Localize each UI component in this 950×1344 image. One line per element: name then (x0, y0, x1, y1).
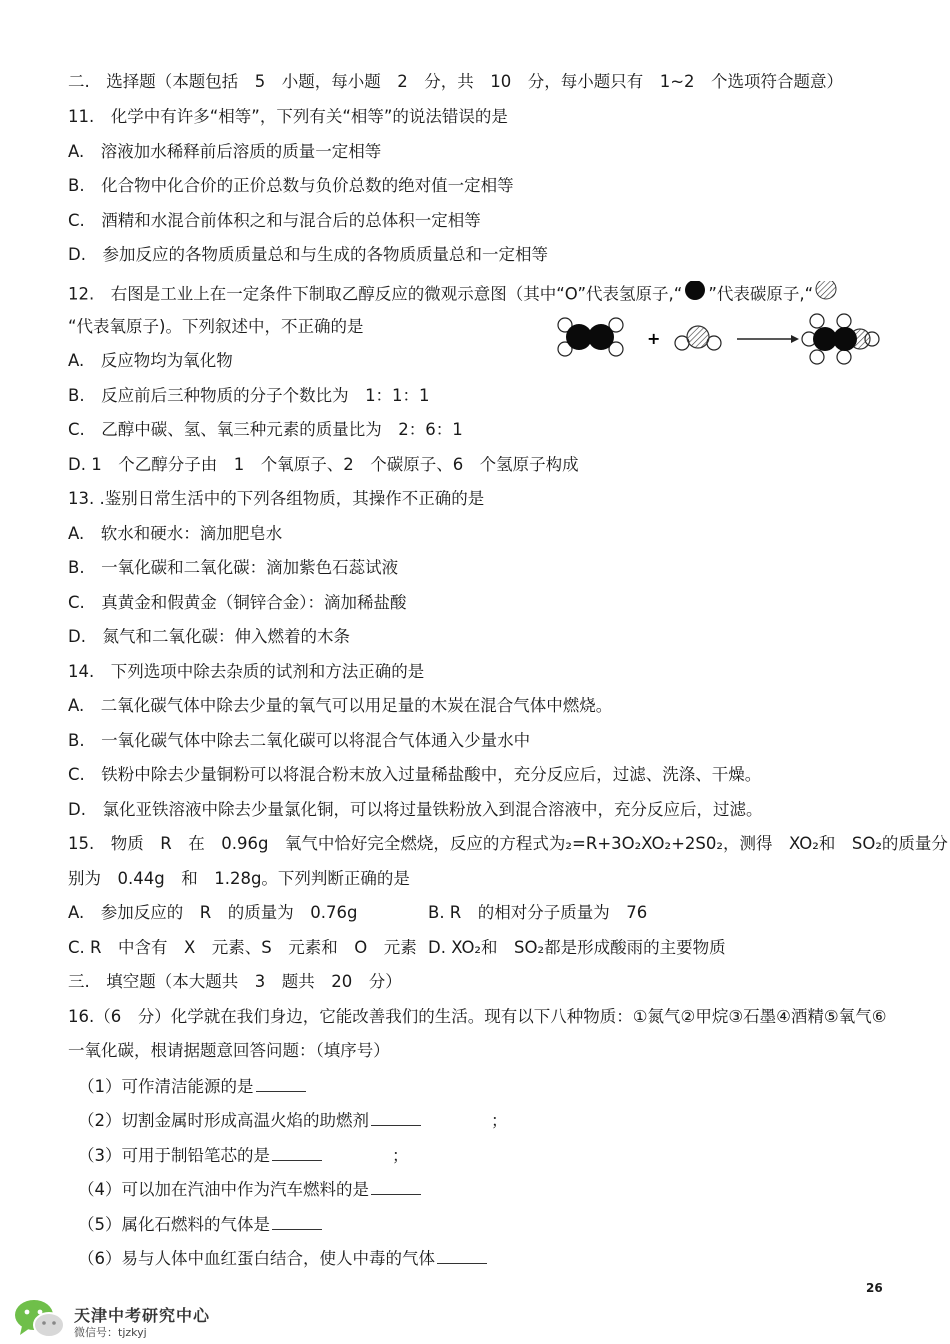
q14-option-d: D. 氯化亚铁溶液中除去少量氯化铜，可以将过量铁粉放入到混合溶液中，充分反应后，过滤。 (68, 800, 763, 819)
reaction-diagram (555, 312, 885, 372)
q15-stem-line2: 别为 0.44g 和 1.28g。下列判断正确的是 (68, 869, 410, 888)
q16-stem-line2: 一氧化碳，根请据题意回答问题：（填序号） (68, 1041, 390, 1060)
q16-item-1 (78, 1075, 306, 1098)
answer-blank-4[interactable] (371, 1178, 421, 1195)
q12-stem (68, 281, 839, 309)
semicolon: ； (491, 1111, 508, 1130)
q11-option-a: A. 溶液加水稀释前后溶质的质量一定相等 (68, 142, 382, 161)
oxygen-atom-icon (813, 281, 839, 309)
q15-option-a: A. 参加反应的 R 的质量为 0.76g (68, 903, 358, 922)
q14-option-a: A. 二氧化碳气体中除去少量的氧气可以用足量的木炭在混合气体中燃烧。 (68, 696, 613, 715)
q16-item-1-text: （1）可作清洁能源的是 (78, 1077, 254, 1096)
q13-option-b: B. 一氧化碳和二氧化碳：滴加紫色石蕊试液 (68, 558, 399, 577)
page-number: 26 (866, 1281, 883, 1295)
q16-item-5-text: （5）属化石燃料的气体是 (78, 1215, 270, 1234)
q16-item-4-text: （4）可以加在汽油中作为汽车燃料的是 (78, 1180, 369, 1199)
q16-item-5 (78, 1213, 322, 1236)
q13-option-d: D. 氮气和二氧化碳：伸入燃着的木条 (68, 627, 350, 646)
answer-blank-2[interactable] (371, 1109, 421, 1126)
q11-option-b: B. 化合物中化合价的正价总数与负价总数的绝对值一定相等 (68, 176, 514, 195)
q12-option-b: B. 反应前后三种物质的分子个数比为 1：1：1 (68, 386, 430, 405)
wechat-logo-icon (14, 1298, 66, 1340)
footer-subtitle: 微信号：tjzkyj (74, 1326, 147, 1339)
q12-option-d: D. 1 个乙醇分子由 1 个氧原子、2 个碳原子、6 个氢原子构成 (68, 455, 579, 474)
q13-stem: 13. .鉴别日常生活中的下列各组物质，其操作不正确的是 (68, 489, 485, 508)
q13-option-c: C. 真黄金和假黄金（铜锌合金）：滴加稀盐酸 (68, 593, 407, 612)
answer-blank-6[interactable] (437, 1247, 487, 1264)
section3-heading: 三. 填空题（本大题共 3 题共 20 分） (68, 972, 402, 991)
q12-stem-part2: ”代表碳原子,“ (708, 284, 814, 304)
q11-option-d: D. 参加反应的各物质质量总和与生成的各物质质量总和一定相等 (68, 245, 548, 264)
q14-stem: 14. 下列选项中除去杂质的试剂和方法正确的是 (68, 662, 425, 681)
q11-option-c: C. 酒精和水混合前体积之和与混合后的总体积一定相等 (68, 211, 481, 230)
q16-stem-line1: 16.（6 分）化学就在我们身边，它能改善我们的生活。现有以下八种物质：①氮气②甲烷③石墨④酒精⑤氧气⑥ (68, 1007, 887, 1026)
q13-option-a: A. 软水和硬水：滴加肥皂水 (68, 524, 283, 543)
carbon-atom-icon (682, 281, 708, 309)
q14-option-b: B. 一氧化碳气体中除去二氧化碳可以将混合气体通入少量水中 (68, 731, 531, 750)
q16-item-2 (78, 1109, 508, 1132)
footer-title: 天津中考研究中心 (74, 1306, 211, 1325)
q14-option-c: C. 铁粉中除去少量铜粉可以将混合粉末放入过量稀盐酸中，充分反应后，过滤、洗涤、干燥。 (68, 765, 762, 784)
q16-item-4 (78, 1178, 421, 1201)
q16-item-6 (78, 1247, 487, 1270)
q12-stem-line2: “代表氧原子)。下列叙述中，不正确的是 (68, 317, 364, 336)
q15-option-b: B. R 的相对分子质量为 76 (428, 903, 648, 922)
q12-stem-part1: 12. 右图是工业上在一定条件下制取乙醇反应的微观示意图（其中“O”代表氢原子,“ (68, 284, 683, 304)
q11-stem: 11. 化学中有许多“相等”，下列有关“相等”的说法错误的是 (68, 107, 508, 126)
answer-blank-5[interactable] (272, 1213, 322, 1230)
reaction-arrow (737, 335, 799, 343)
ethylene-molecule (558, 318, 623, 356)
answer-blank-3[interactable] (272, 1144, 322, 1161)
q15-stem-line1: 15. 物质 R 在 0.96g 氧气中恰好完全燃烧，反应的方程式为₂=R+3O₂XO₂+2S0₂，测得 XO₂和 SO₂的质量分 (68, 834, 948, 853)
q16-item-3-text: （3）可用于制铅笔芯的是 (78, 1146, 270, 1165)
q15-option-c: C. R 中含有 X 元素、S 元素和 O 元素 (68, 938, 417, 957)
ethanol-molecule (802, 314, 879, 364)
water-molecule (675, 326, 721, 350)
q16-item-3 (78, 1144, 409, 1167)
plus-sign: + (647, 329, 661, 348)
q16-item-2-text: （2）切割金属时形成高温火焰的助燃剂 (78, 1111, 369, 1130)
q15-option-d: D. XO₂和 SO₂都是形成酸雨的主要物质 (428, 938, 726, 957)
q12-option-a: A. 反应物均为氧化物 (68, 351, 233, 370)
answer-blank-1[interactable] (256, 1075, 306, 1092)
semicolon: ； (392, 1146, 409, 1165)
section2-heading: 二. 选择题（本题包括 5 小题，每小题 2 分，共 10 分，每小题只有 1~2 个选项符合题意） (68, 72, 844, 91)
q12-option-c: C. 乙醇中碳、氢、氧三种元素的质量比为 2：6：1 (68, 420, 463, 439)
q16-item-6-text: （6）易与人体中血红蛋白结合，使人中毒的气体 (78, 1249, 435, 1268)
